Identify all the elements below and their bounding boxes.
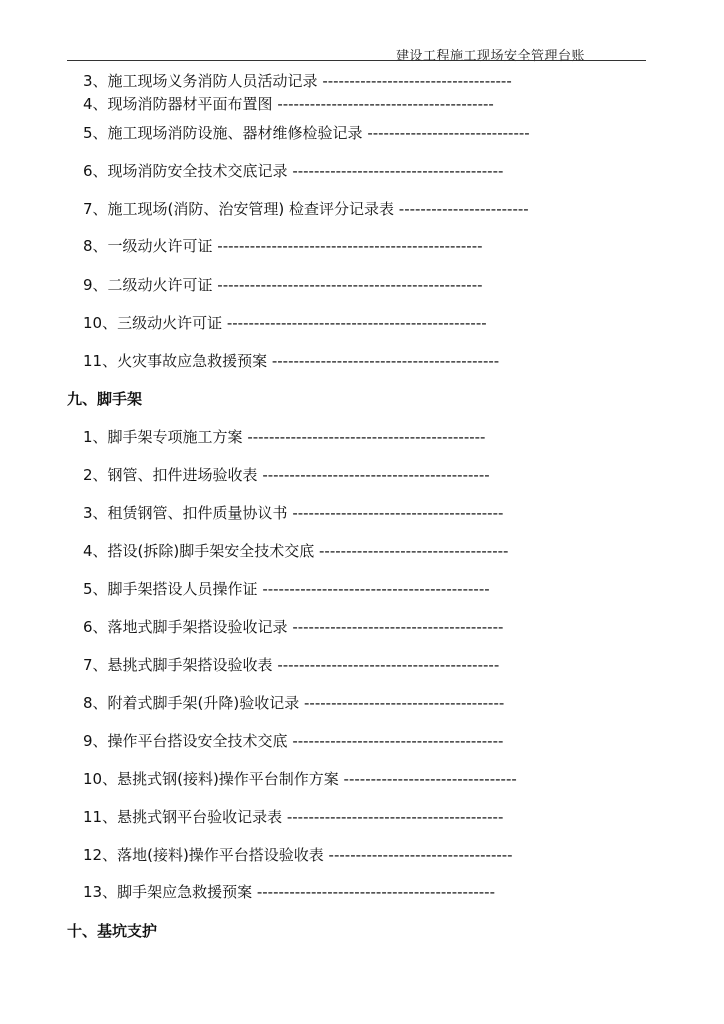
section-heading: 十、基坑支护	[67, 922, 158, 940]
toc-line: 5、脚手架搭设人员操作证 ------------------------------------------	[83, 580, 490, 598]
toc-line: 9、二级动火许可证 -------------------------------------------------	[83, 276, 483, 294]
toc-line: 11、悬挑式钢平台验收记录表 ----------------------------------------	[83, 808, 504, 826]
toc-line: 3、租赁钢管、扣件质量协议书 ---------------------------------------	[83, 504, 504, 522]
toc-line: 8、附着式脚手架(升降)验收记录 -------------------------------------	[83, 694, 505, 712]
toc-line: 8、一级动火许可证 -------------------------------------------------	[83, 237, 483, 255]
section-heading: 九、脚手架	[67, 390, 143, 408]
toc-line: 1、脚手架专项施工方案 --------------------------------------------	[83, 428, 486, 446]
toc-line: 3、施工现场义务消防人员活动记录 -----------------------------------	[83, 72, 512, 90]
toc-line: 2、钢管、扣件进场验收表 ------------------------------------------	[83, 466, 490, 484]
toc-line: 13、脚手架应急救援预案 --------------------------------------------	[83, 883, 496, 901]
toc-line: 4、现场消防器材平面布置图 ----------------------------------------	[83, 95, 494, 113]
toc-line: 10、三级动火许可证 ------------------------------------------------	[83, 314, 487, 332]
toc-line: 7、悬挑式脚手架搭设验收表 -----------------------------------------	[83, 656, 500, 674]
toc-line: 6、落地式脚手架搭设验收记录 ---------------------------------------	[83, 618, 504, 636]
page-header-title: 建设工程施工现场安全管理台账	[396, 49, 586, 64]
toc-line: 11、火灾事故应急救援预案 ------------------------------------------	[83, 352, 500, 370]
toc-line: 12、落地(接料)操作平台搭设验收表 ----------------------------------	[83, 846, 513, 864]
toc-line: 9、操作平台搭设安全技术交底 ---------------------------------------	[83, 732, 504, 750]
toc-line: 7、施工现场(消防、治安管理) 检查评分记录表 ------------------------	[83, 200, 529, 218]
header-rule	[67, 60, 646, 61]
toc-line: 6、现场消防安全技术交底记录 ---------------------------------------	[83, 162, 504, 180]
toc-line: 10、悬挑式钢(接料)操作平台制作方案 --------------------------------	[83, 770, 517, 788]
toc-line: 5、施工现场消防设施、器材维修检验记录 ------------------------------	[83, 124, 530, 142]
toc-line: 4、搭设(拆除)脚手架安全技术交底 -----------------------------------	[83, 542, 509, 560]
